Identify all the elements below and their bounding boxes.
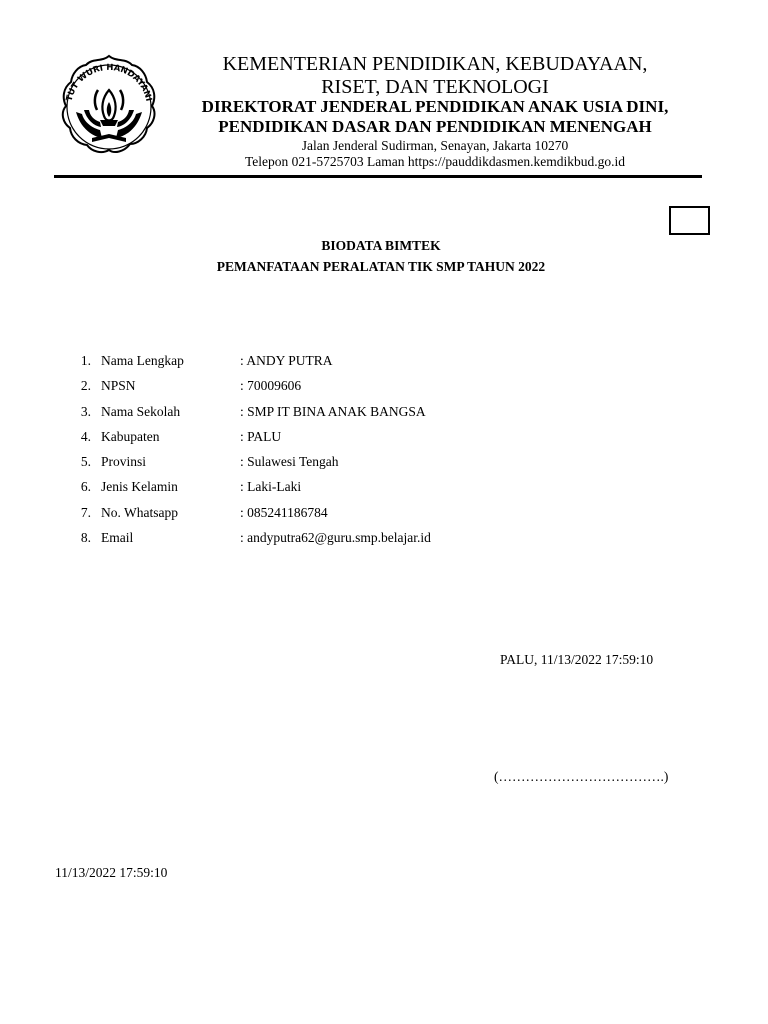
row-number: 2.: [80, 378, 91, 394]
letterhead-contact: Telepon 021-5725703 Laman https://pauddikdasmen.kemdikbud.go.id: [245, 154, 625, 169]
row-number: 6.: [80, 479, 91, 495]
field-label: Kabupaten: [101, 428, 160, 444]
directorate-name-line1: DIREKTORAT JENDERAL PENDIDIKAN ANAK USIA DINI,: [201, 97, 669, 116]
field-label: Nama Lengkap: [101, 353, 184, 368]
ministry-name-line1: KEMENTERIAN PENDIDIKAN, KEBUDAYAAN,: [222, 53, 648, 75]
svg-text:TUT WURI HANDAYANI: TUT WURI HANDAYANI: [64, 62, 154, 103]
field-value: : PALU: [240, 428, 282, 444]
field-value: : andyputra62@guru.smp.belajar.id: [240, 530, 431, 546]
document-subtitle: PEMANFATAAN PERALATAN TIK SMP TAHUN 2022: [216, 259, 546, 274]
document-title: BIODATA BIMTEK: [321, 238, 441, 253]
directorate-name-line2: PENDIDIKAN DASAR DAN PENDIDIKAN MENENGAH: [218, 117, 652, 136]
field-value: : ANDY PUTRA: [240, 353, 333, 368]
letterhead-address: Jalan Jenderal Sudirman, Senayan, Jakarta 10270: [301, 138, 569, 153]
row-number: 5.: [80, 454, 91, 470]
empty-code-box: [669, 206, 710, 235]
field-label: Email: [101, 530, 134, 546]
letterhead-divider: [54, 175, 702, 178]
field-label: Jenis Kelamin: [101, 479, 178, 495]
field-value: : 70009606: [240, 378, 302, 394]
row-number: 4.: [80, 428, 91, 444]
field-label: Nama Sekolah: [101, 403, 181, 419]
field-label: No. Whatsapp: [101, 504, 178, 520]
row-number: 1.: [80, 353, 91, 368]
signature-placeholder: (……………………………….): [494, 769, 669, 784]
field-value: : 085241186784: [240, 504, 328, 520]
field-value: : Laki-Laki: [240, 479, 302, 495]
field-value: : Sulawesi Tengah: [240, 454, 339, 470]
field-label: Provinsi: [101, 454, 147, 470]
row-number: 8.: [80, 530, 91, 546]
footer-timestamp: 11/13/2022 17:59:10: [55, 865, 168, 880]
tut-wuri-handayani-emblem: [54, 50, 164, 160]
place-and-date: PALU, 11/13/2022 17:59:10: [500, 652, 654, 667]
row-number: 7.: [80, 504, 91, 520]
row-number: 3.: [80, 403, 91, 419]
field-label: NPSN: [101, 378, 136, 394]
ministry-name-line2: RISET, DAN TEKNOLOGI: [321, 76, 549, 98]
field-value: : SMP IT BINA ANAK BANGSA: [240, 403, 426, 419]
